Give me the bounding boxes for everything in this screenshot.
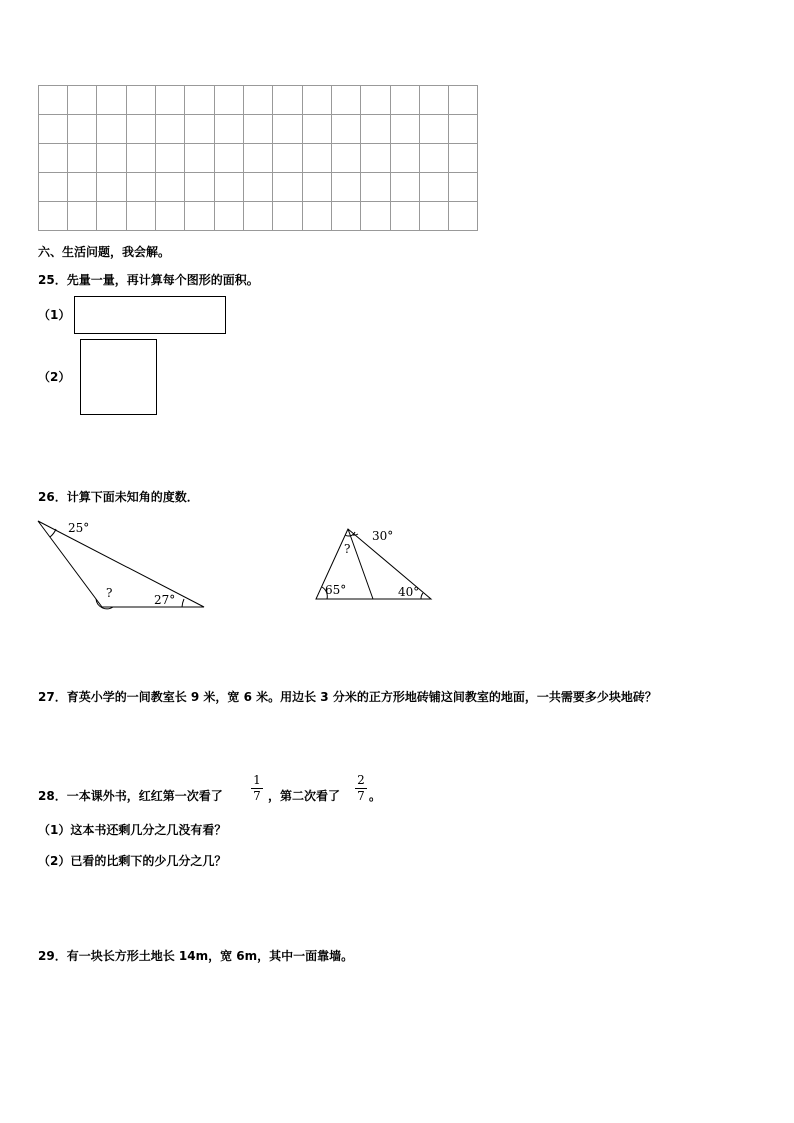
angle-arc-right bbox=[182, 599, 184, 607]
angle-label-unknown-2: ? bbox=[344, 542, 351, 556]
fraction-1-numerator: 1 bbox=[253, 773, 261, 787]
writing-grid bbox=[38, 85, 478, 231]
question-29-title: 29．有一块长方形土地长 14m，宽 6m，其中一面靠墙。 bbox=[38, 949, 354, 963]
angle-arc-right-2 bbox=[421, 593, 423, 599]
angle-label-left-2: 65° bbox=[325, 583, 347, 597]
fraction-1-denominator: 7 bbox=[253, 789, 261, 803]
fraction-2-denominator: 7 bbox=[357, 789, 365, 803]
question-28-text-a: 28．一本课外书，红红第一次看了 bbox=[38, 789, 223, 803]
question-28-sub-1: （1）这本书还剩几分之几没有看？ bbox=[38, 823, 227, 837]
triangle-2 bbox=[310, 522, 440, 604]
angle-label-right-2: 40° bbox=[398, 585, 420, 599]
angle-label-unknown: ? bbox=[106, 586, 113, 600]
fraction-2-numerator: 2 bbox=[357, 773, 365, 787]
angle-arc-top bbox=[50, 529, 56, 537]
fraction-two-sevenths bbox=[355, 774, 367, 803]
question-25-title: 25．先量一量，再计算每个图形的面积。 bbox=[38, 273, 259, 287]
section-heading: 六、生活问题，我会解。 bbox=[38, 245, 171, 259]
rectangle-figure bbox=[74, 296, 226, 334]
triangle-1 bbox=[30, 514, 220, 614]
angle-label-right: 27° bbox=[154, 593, 176, 607]
question-28-text-c: 。 bbox=[369, 789, 382, 803]
square-figure bbox=[80, 339, 157, 415]
figure-2-label: （2） bbox=[38, 370, 71, 384]
question-27-title: 27．育英小学的一间教室长 9 米，宽 6 米。用边长 3 分米的正方形地砖铺这间教室的地面，一共需要多少块地砖？ bbox=[38, 690, 657, 704]
angle-label-top-2: 30° bbox=[372, 529, 394, 543]
question-28-text-b: ，第二次看了 bbox=[268, 789, 341, 803]
fraction-one-seventh bbox=[251, 774, 263, 803]
figure-1-label: （1） bbox=[38, 308, 71, 322]
question-28-sub-2: （2）已看的比剩下的少几分之几？ bbox=[38, 854, 227, 868]
question-26-title: 26．计算下面未知角的度数． bbox=[38, 490, 199, 504]
angle-label-top: 25° bbox=[68, 521, 90, 535]
